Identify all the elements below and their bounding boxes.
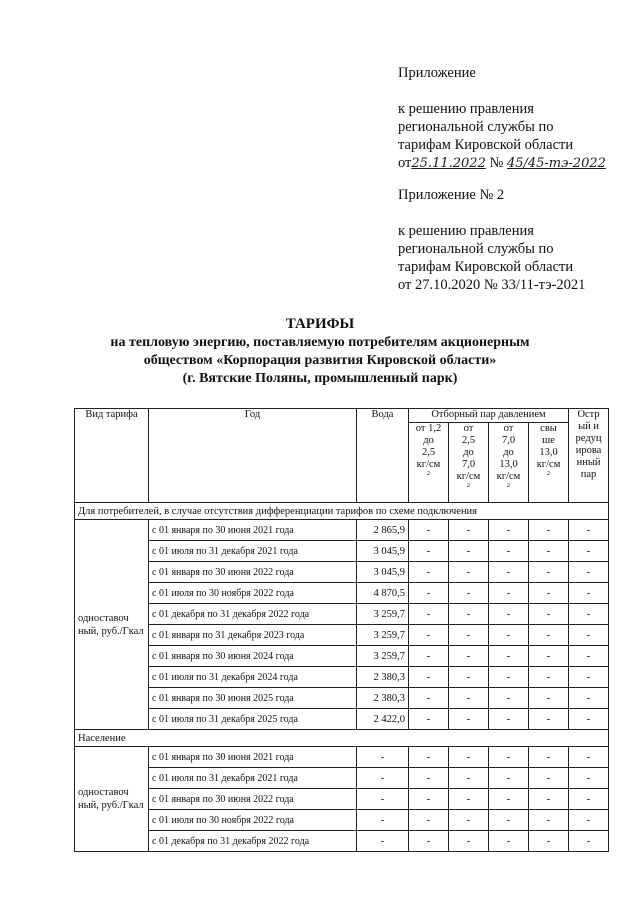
sharp-steam-cell: - <box>569 709 609 730</box>
sharp-steam-cell: - <box>569 646 609 667</box>
steam-cell: - <box>409 789 449 810</box>
steam-cell: - <box>449 789 489 810</box>
steam-cell: - <box>489 562 529 583</box>
steam-cell: - <box>529 810 569 831</box>
steam-cell: - <box>409 625 449 646</box>
sharp-steam-cell: - <box>569 583 609 604</box>
steam-cell: - <box>449 747 489 768</box>
original-decision-reference: к решению правления региональной службы по тарифам Кировской области от 27.10.2020 № 33/11-тэ-2021 <box>398 223 586 293</box>
period-cell: с 01 января по 30 июня 2022 года <box>149 789 357 810</box>
col-header-sharp-steam: Остр ый и редуц ирова нный пар <box>569 409 609 503</box>
sharp-steam-cell: - <box>569 688 609 709</box>
col-header-steam-3: от 7,0 до 13,0 кг/см 2 <box>489 423 529 503</box>
tariff-kind: одноставоч ный, руб./Гкал <box>75 747 149 852</box>
steam-cell: - <box>489 520 529 541</box>
period-cell: с 01 июля по 31 декабря 2025 года <box>149 709 357 730</box>
water-cell: 3 259,7 <box>357 604 409 625</box>
steam-cell: - <box>529 541 569 562</box>
steam-cell: - <box>489 667 529 688</box>
period-cell: с 01 января по 30 июня 2022 года <box>149 562 357 583</box>
sharp-steam-cell: - <box>569 541 609 562</box>
steam-cell: - <box>529 562 569 583</box>
appendix-2-label: Приложение № 2 <box>398 187 505 203</box>
col-header-steam-2: от 2,5 до 7,0 кг/см 2 <box>449 423 489 503</box>
steam-cell: - <box>529 768 569 789</box>
water-cell: 2 422,0 <box>357 709 409 730</box>
sharp-steam-cell: - <box>569 625 609 646</box>
steam-cell: - <box>409 562 449 583</box>
period-cell: с 01 января по 30 июня 2021 года <box>149 520 357 541</box>
period-cell: с 01 июля по 30 ноября 2022 года <box>149 810 357 831</box>
col-header-year: Год <box>149 409 357 503</box>
steam-cell: - <box>529 625 569 646</box>
steam-cell: - <box>529 789 569 810</box>
steam-cell: - <box>489 768 529 789</box>
water-cell: - <box>357 831 409 852</box>
steam-cell: - <box>529 667 569 688</box>
table-row <box>75 768 609 789</box>
tariff-kind: одноставоч ный, руб./Гкал <box>75 520 149 730</box>
sharp-steam-cell: - <box>569 789 609 810</box>
steam-cell: - <box>529 709 569 730</box>
steam-cell: - <box>529 646 569 667</box>
table-row <box>75 688 609 709</box>
water-cell: 3 259,7 <box>357 625 409 646</box>
col-header-steam-4: свы ше 13,0 кг/см 2 <box>529 423 569 503</box>
steam-cell: - <box>409 747 449 768</box>
col-header-kind: Вид тарифа <box>75 409 149 503</box>
steam-cell: - <box>409 667 449 688</box>
water-cell: - <box>357 789 409 810</box>
steam-cell: - <box>489 646 529 667</box>
steam-cell: - <box>489 709 529 730</box>
period-cell: с 01 января по 31 декабря 2023 года <box>149 625 357 646</box>
steam-cell: - <box>409 604 449 625</box>
steam-cell: - <box>409 583 449 604</box>
steam-cell: - <box>409 709 449 730</box>
period-cell: с 01 декабря по 31 декабря 2022 года <box>149 831 357 852</box>
steam-cell: - <box>449 709 489 730</box>
table-row <box>75 810 609 831</box>
section-title: Для потребителей, в случае отсутствия дифференциации тарифов по схеме подключения <box>75 503 609 520</box>
water-cell: 4 870,5 <box>357 583 409 604</box>
steam-cell: - <box>409 831 449 852</box>
steam-cell: - <box>529 831 569 852</box>
water-cell: 3 045,9 <box>357 562 409 583</box>
steam-cell: - <box>449 541 489 562</box>
steam-cell: - <box>489 831 529 852</box>
steam-cell: - <box>409 768 449 789</box>
period-cell: с 01 июля по 31 декабря 2021 года <box>149 768 357 789</box>
handwritten-number: 45/45-тэ-2022 <box>506 156 606 171</box>
table-row <box>75 667 609 688</box>
sharp-steam-cell: - <box>569 810 609 831</box>
sharp-steam-cell: - <box>569 520 609 541</box>
steam-cell: - <box>449 768 489 789</box>
steam-cell: - <box>489 747 529 768</box>
sharp-steam-cell: - <box>569 667 609 688</box>
steam-cell: - <box>409 810 449 831</box>
period-cell: с 01 января по 30 июня 2021 года <box>149 747 357 768</box>
steam-cell: - <box>489 541 529 562</box>
steam-cell: - <box>449 604 489 625</box>
sharp-steam-cell: - <box>569 768 609 789</box>
water-cell: 3 259,7 <box>357 646 409 667</box>
section-title: Население <box>75 730 609 747</box>
col-header-steam: Отборный пар давлением <box>409 409 569 423</box>
steam-cell: - <box>409 541 449 562</box>
table-row <box>75 604 609 625</box>
col-header-steam-1: от 1,2 до 2,5 кг/см 2 <box>409 423 449 503</box>
sharp-steam-cell: - <box>569 562 609 583</box>
water-cell: 3 045,9 <box>357 541 409 562</box>
sharp-steam-cell: - <box>569 747 609 768</box>
water-cell: - <box>357 747 409 768</box>
period-cell: с 01 декабря по 31 декабря 2022 года <box>149 604 357 625</box>
steam-cell: - <box>529 747 569 768</box>
decision-reference: к решению правления региональной службы по тарифам Кировской области от25.11.2022 № 45/45-тэ-2022 <box>398 101 606 171</box>
steam-cell: - <box>449 625 489 646</box>
water-cell: 2 865,9 <box>357 520 409 541</box>
steam-cell: - <box>529 583 569 604</box>
steam-cell: - <box>529 520 569 541</box>
steam-cell: - <box>489 625 529 646</box>
water-cell: 2 380,3 <box>357 688 409 709</box>
document-title: ТАРИФЫ на тепловую энергию, поставляемую потребителям акционерным обществом «Корпорация развития Кировской области» (г. Вятские Поляны, промышленный парк) <box>110 316 530 386</box>
steam-cell: - <box>449 562 489 583</box>
period-cell: с 01 июля по 31 декабря 2021 года <box>149 541 357 562</box>
handwritten-date: 25.11.2022 <box>411 156 486 171</box>
water-cell: - <box>357 810 409 831</box>
table-row <box>75 520 609 541</box>
table-row <box>75 646 609 667</box>
steam-cell: - <box>449 520 489 541</box>
steam-cell: - <box>489 583 529 604</box>
table-row <box>75 789 609 810</box>
steam-cell: - <box>409 646 449 667</box>
period-cell: с 01 июля по 30 ноября 2022 года <box>149 583 357 604</box>
steam-cell: - <box>489 789 529 810</box>
steam-cell: - <box>449 831 489 852</box>
period-cell: с 01 января по 30 июня 2024 года <box>149 646 357 667</box>
sharp-steam-cell: - <box>569 604 609 625</box>
steam-cell: - <box>489 810 529 831</box>
table-row <box>75 831 609 852</box>
table-row <box>75 562 609 583</box>
steam-cell: - <box>529 688 569 709</box>
table-row <box>75 583 609 604</box>
tariff-table <box>74 408 609 852</box>
steam-cell: - <box>449 810 489 831</box>
steam-cell: - <box>449 688 489 709</box>
appendix-label: Приложение <box>398 65 476 81</box>
water-cell: - <box>357 768 409 789</box>
steam-cell: - <box>449 646 489 667</box>
steam-cell: - <box>409 520 449 541</box>
period-cell: с 01 января по 30 июня 2025 года <box>149 688 357 709</box>
steam-cell: - <box>449 583 489 604</box>
table-row <box>75 541 609 562</box>
col-header-water: Вода <box>357 409 409 503</box>
sharp-steam-cell: - <box>569 831 609 852</box>
table-row <box>75 625 609 646</box>
steam-cell: - <box>449 667 489 688</box>
water-cell: 2 380,3 <box>357 667 409 688</box>
steam-cell: - <box>529 604 569 625</box>
period-cell: с 01 июля по 31 декабря 2024 года <box>149 667 357 688</box>
table-row <box>75 747 609 768</box>
steam-cell: - <box>489 688 529 709</box>
steam-cell: - <box>409 688 449 709</box>
table-row <box>75 709 609 730</box>
steam-cell: - <box>489 604 529 625</box>
